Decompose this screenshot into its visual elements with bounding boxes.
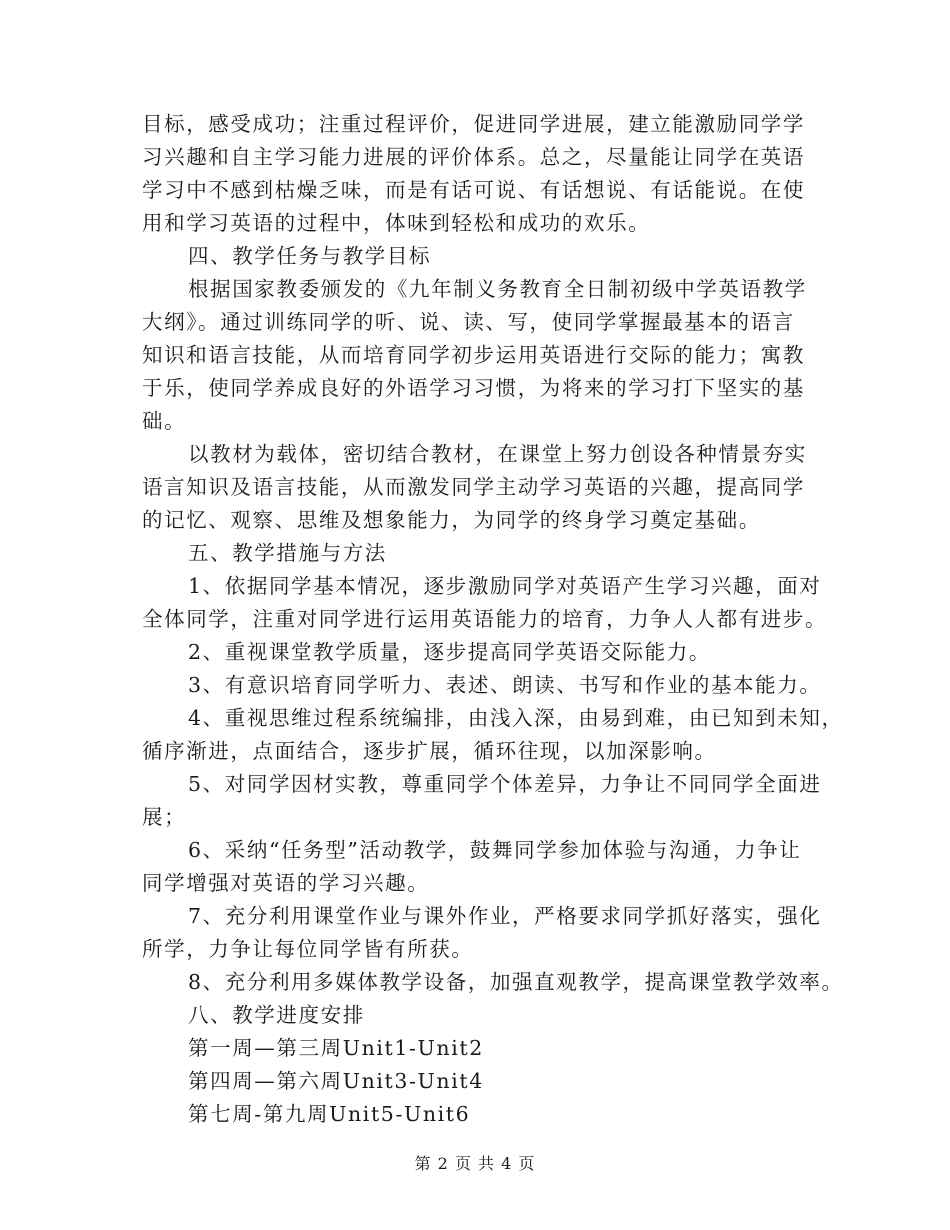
paragraph-line: 大纲》。通过训练同学的听、说、读、写，使同学掌握最基本的语言 bbox=[142, 310, 795, 334]
paragraph-line: 学习中不感到枯燥乏味，而是有话可说、有话想说、有话能说。在使 bbox=[142, 178, 805, 202]
paragraph-line: 习兴趣和自主学习能力进展的评价体系。总之，尽量能让同学在英语 bbox=[142, 145, 805, 169]
list-item-continuation: 所学，力争让每位同学皆有所获。 bbox=[142, 937, 474, 961]
paragraph-line: 知识和语言技能，从而培育同学初步运用英语进行交际的能力；寓教 bbox=[142, 343, 805, 367]
paragraph-line: 础。 bbox=[142, 409, 187, 433]
section-heading: 五、教学措施与方法 bbox=[188, 541, 387, 565]
list-item-continuation: 展； bbox=[142, 805, 187, 829]
list-item: 5、对同学因材实教，尊重同学个体差异，力争让不同同学全面进 bbox=[188, 772, 822, 796]
list-item-continuation: 同学增强对英语的学习兴趣。 bbox=[142, 871, 430, 895]
paragraph-line: 根据国家教委颁发的《九年制义务教育全日制初级中学英语教学 bbox=[188, 277, 807, 301]
list-item: 8、充分利用多媒体教学设备，加强直观教学，提高课堂教学效率。 bbox=[188, 970, 844, 994]
schedule-item: 第一周—第三周Unit1-Unit2 bbox=[188, 1036, 484, 1060]
list-item: 7、充分利用课堂作业与课外作业，严格要求同学抓好落实，强化 bbox=[188, 904, 822, 928]
list-item: 4、重视思维过程系统编排，由浅入深，由易到难，由已知到未知， bbox=[188, 706, 844, 730]
paragraph-line: 的记忆、观察、思维及想象能力，为同学的终身学习奠定基础。 bbox=[142, 508, 761, 532]
paragraph-line: 用和学习英语的过程中，体味到轻松和成功的欢乐。 bbox=[142, 211, 651, 235]
schedule-item: 第七周-第九周Unit5-Unit6 bbox=[188, 1102, 471, 1126]
paragraph-line: 目标，感受成功；注重过程评价，促进同学进展，建立能激励同学学 bbox=[142, 112, 805, 136]
list-item-continuation: 全体同学，注重对同学进行运用英语能力的培育，力争人人都有进步。 bbox=[142, 607, 828, 631]
section-heading: 八、教学进度安排 bbox=[188, 1003, 365, 1027]
paragraph-line: 以教材为载体，密切结合教材，在课堂上努力创设各种情景夯实 bbox=[188, 442, 807, 466]
page-number-footer: 第 2 页 共 4 页 bbox=[414, 1154, 536, 1173]
list-item: 1、依据同学基本情况，逐步激励同学对英语产生学习兴趣，面对 bbox=[188, 574, 822, 598]
list-item: 3、有意识培育同学听力、表述、朗读、书写和作业的基本能力。 bbox=[188, 673, 822, 697]
schedule-item: 第四周—第六周Unit3-Unit4 bbox=[188, 1069, 484, 1093]
paragraph-line: 语言知识及语言技能，从而激发同学主动学习英语的兴趣，提高同学 bbox=[142, 475, 805, 499]
list-item: 6、采纳“任务型”活动教学，鼓舞同学参加体验与沟通，力争让 bbox=[188, 838, 802, 862]
list-item-continuation: 循序渐进，点面结合，逐步扩展，循环往现，以加深影响。 bbox=[142, 739, 717, 763]
paragraph-line: 于乐，使同学养成良好的外语学习习惯，为将来的学习打下坚实的基 bbox=[142, 376, 805, 400]
list-item: 2、重视课堂教学质量，逐步提高同学英语交际能力。 bbox=[188, 640, 711, 664]
section-heading: 四、教学任务与教学目标 bbox=[188, 244, 432, 268]
